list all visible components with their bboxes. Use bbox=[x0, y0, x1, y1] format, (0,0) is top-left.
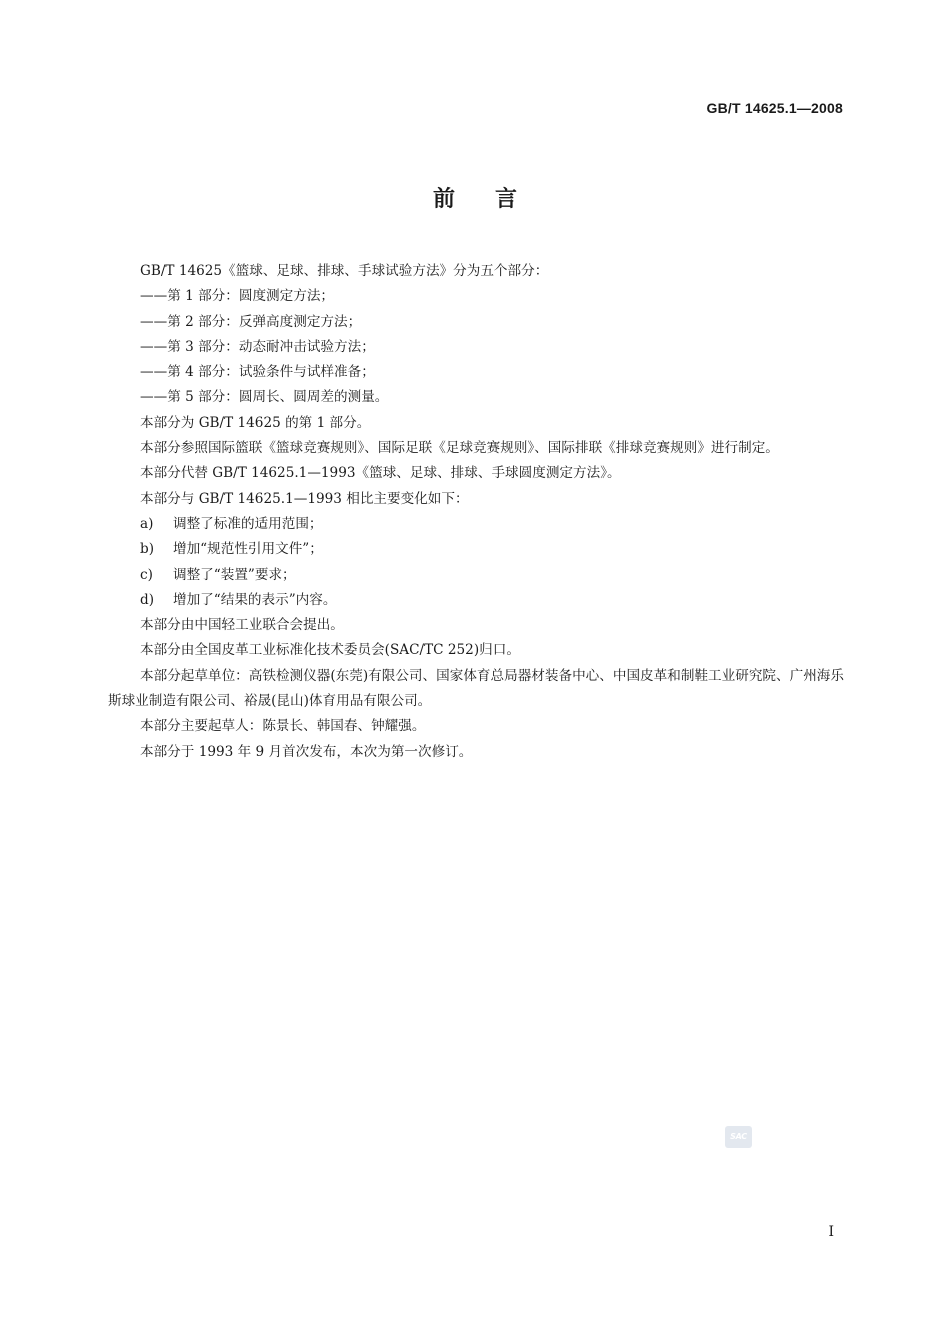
change-item-b bbox=[108, 537, 844, 562]
standard-code: GB/T 14625.1—2008 bbox=[706, 100, 843, 116]
paragraph-drafting-units: 本部分起草单位：高铁检测仪器(东莞)有限公司、国家体育总局器材装备中心、中国皮革和制鞋工业研究院、广州海乐斯球业制造有限公司、裕晟(昆山)体育用品有限公司。 bbox=[108, 667, 844, 710]
change-text: 调整了标准的适用范围； bbox=[173, 515, 323, 532]
part-item-3: ——第 3 部分：动态耐冲击试验方法； bbox=[140, 338, 375, 355]
change-item-d bbox=[108, 588, 844, 613]
change-text: 增加了“结果的表示”内容。 bbox=[173, 591, 337, 608]
list-marker: a) bbox=[140, 515, 154, 532]
paragraph-proposer: 本部分由中国轻工业联合会提出。 bbox=[140, 617, 344, 634]
intro-paragraph: GB/T 14625《篮球、足球、排球、手球试验方法》分为五个部分： bbox=[140, 263, 549, 279]
paragraph-history: 本部分于 1993 年 9 月首次发布，本次为第一次修订。 bbox=[140, 743, 473, 760]
paragraph-replaces: 本部分代替 GB/T 14625.1—1993《篮球、足球、排球、手球圆度测定方法》。 bbox=[140, 465, 621, 482]
paragraph-part-number: 本部分为 GB/T 14625 的第 1 部分。 bbox=[140, 414, 371, 431]
paragraph-drafters: 本部分主要起草人：陈景长、韩国春、钟耀强。 bbox=[140, 718, 426, 735]
change-item-c bbox=[108, 563, 844, 588]
sac-watermark-logo: SAC bbox=[725, 1126, 752, 1148]
change-item-a bbox=[108, 512, 844, 537]
list-marker: d) bbox=[140, 591, 155, 608]
change-text: 增加“规范性引用文件”； bbox=[173, 541, 323, 558]
part-item-2: ——第 2 部分：反弹高度测定方法； bbox=[140, 313, 362, 330]
paragraph-committee: 本部分由全国皮革工业标准化技术委员会(SAC/TC 252)归口。 bbox=[140, 642, 520, 659]
part-item-4: ——第 4 部分：试验条件与试样准备； bbox=[140, 364, 375, 381]
paragraph-changes-intro: 本部分与 GB/T 14625.1—1993 相比主要变化如下： bbox=[140, 490, 469, 507]
part-item-1: ——第 1 部分：圆度测定方法； bbox=[140, 288, 335, 305]
list-marker: b) bbox=[140, 541, 155, 558]
change-text: 调整了“装置”要求； bbox=[173, 566, 296, 583]
list-marker: c) bbox=[140, 566, 153, 583]
part-item-5: ——第 5 部分：圆周长、圆周差的测量。 bbox=[140, 389, 389, 406]
page-title: 前言 bbox=[432, 187, 557, 212]
paragraph-reference: 本部分参照国际篮联《篮球竞赛规则》、国际足联《足球竞赛规则》、国际排联《排球竞赛规则》进行制定。 bbox=[140, 440, 779, 457]
page-number: I bbox=[828, 1224, 834, 1240]
document-body bbox=[108, 259, 844, 765]
